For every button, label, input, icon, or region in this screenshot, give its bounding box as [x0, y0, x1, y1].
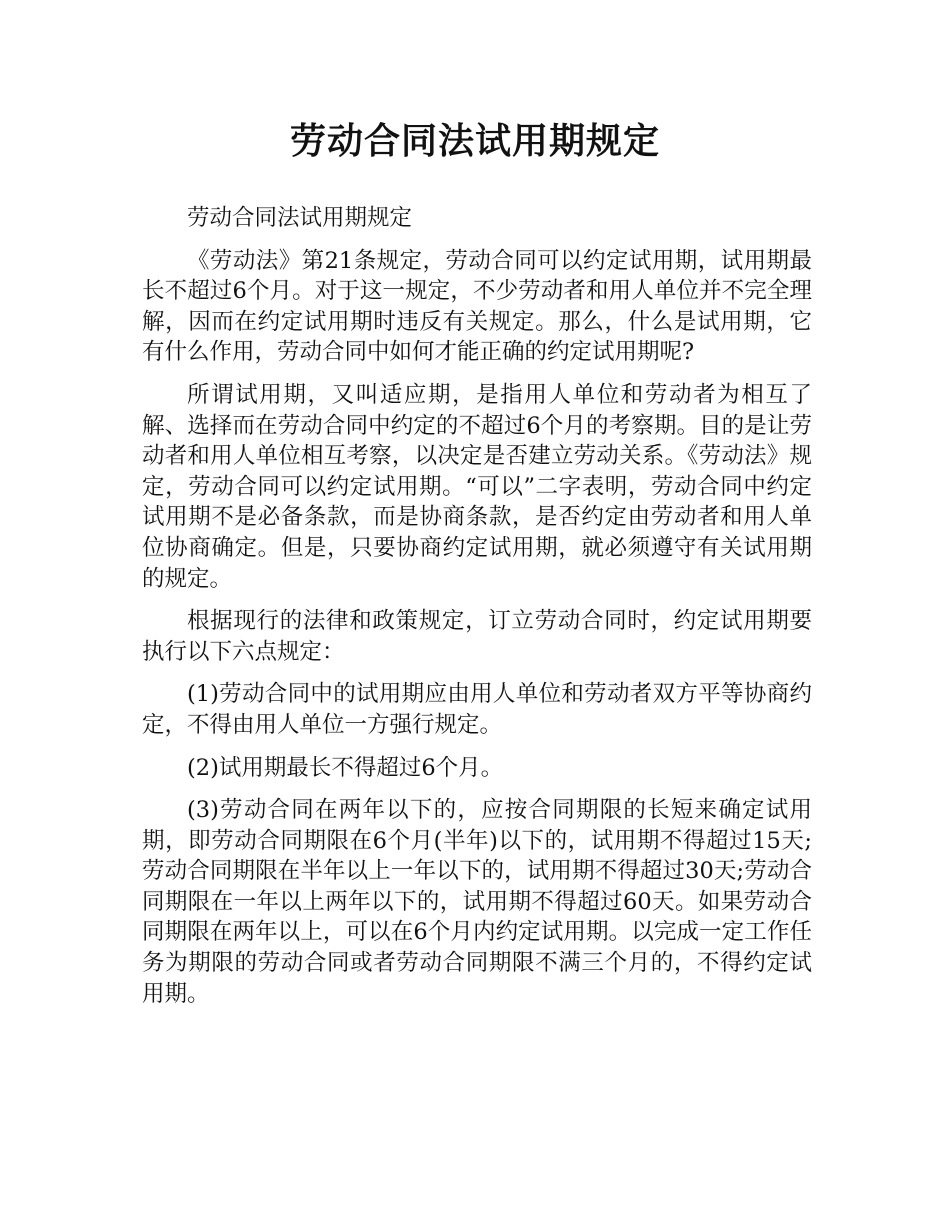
- paragraph-rule-1: (1)劳动合同中的试用期应由用人单位和劳动者双方平等协商约定，不得由用人单位一方强行规定。: [142, 681, 812, 738]
- paragraph-definition: 所谓试用期，又叫适应期，是指用人单位和劳动者为相互了解、选择而在劳动合同中约定的不超过6个月的考察期。目的是让劳动者和用人单位相互考察，以决定是否建立劳动关系。《劳动法》规定，劳动合同可以约定试用期。“可以”二字表明，劳动合同中约定试用期不是必备条款，而是协商条款，是否约定由劳动者和用人单位协商确定。但是，只要协商约定试用期，就必须遵守有关试用期的规定。: [142, 381, 812, 592]
- paragraph-rule-2: (2)试用期最长不得超过6个月。: [187, 754, 504, 781]
- paragraph-intro: 《劳动法》第21条规定，劳动合同可以约定试用期，试用期最长不超过6个月。对于这一规定，不少劳动者和用人单位并不完全理解，因而在约定试用期时违反有关规定。那么，什么是试用期，它有什么作用，劳动合同中如何才能正确的约定试用期呢?: [142, 247, 812, 366]
- paragraph-rules-intro: 根据现行的法律和政策规定，订立劳动合同时，约定试用期要执行以下六点规定：: [142, 608, 812, 665]
- document-body: [142, 203, 812, 1021]
- paragraph-subtitle: 劳动合同法试用期规定: [187, 205, 413, 231]
- document-title: 劳动合同法试用期规定: [289, 121, 660, 162]
- paragraph-rule-3: (3)劳动合同在两年以下的，应按合同期限的长短来确定试用期，即劳动合同期限在6个月(半年)以下的，试用期不得超过15天;劳动合同期限在半年以上一年以下的，试用期不得超过30天;劳动合同期限在一年以上两年以下的，试用期不得超过60天。如果劳动合同期限在两年以上，可以在6个月内约定试用期。以完成一定工作任务为期限的劳动合同或者劳动合同期限不满三个月的，不得约定试用期。: [142, 797, 812, 1007]
